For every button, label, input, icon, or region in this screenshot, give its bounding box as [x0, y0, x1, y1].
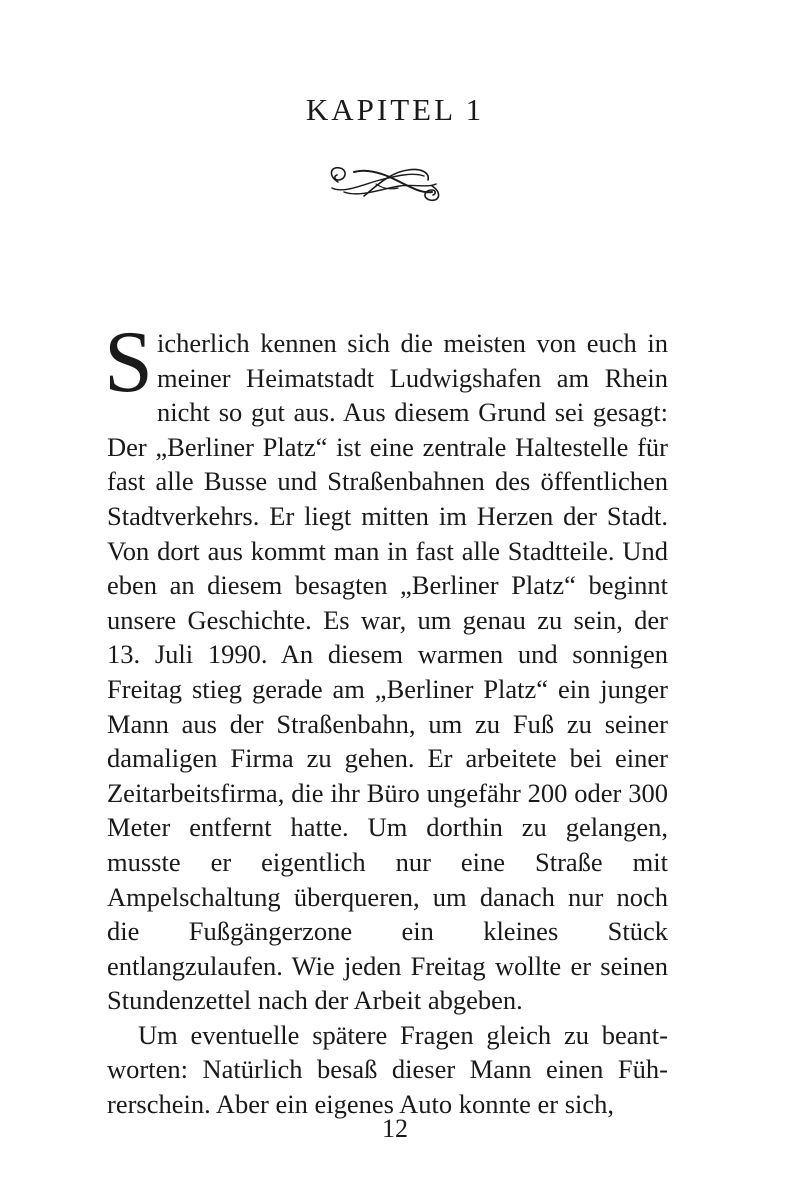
drop-cap: S — [104, 314, 153, 411]
paragraph: Um eventuelle spätere Fragen gleich zu beantworten: Natürlich besaß dieser Mann einen Führerschein. Aber ein eigenes Auto konnte er sich, — [107, 1019, 668, 1120]
paragraph-text: icherlich kennen sich die meisten von euch in meiner Heimatstadt Ludwigshafen am Rhein nicht so gut aus. Aus diesem Grund sei gesagt: Der „Berliner Platz“ ist eine zentrale Haltestelle für fast alle Busse und Straßenbahnen des öffentlichen Stadtverkehrs. Er liegt mitten im Herzen der Stadt. Von dort aus kommt man in fast alle Stadtteile. Und eben an diesem besagten „Berliner Platz“ beginnt unsere Geschichte. Es war, um genau zu sein, der 13. Juli 1990. An diesem warmen und sonnigen Freitag stieg gerade am „Berliner Platz“ ein junger Mann aus der Straßenbahn, um zu Fuß zu seiner damaligen Firma zu gehen. Er arbeitete bei einer Zeitarbeitsfirma, die ihr Büro ungefähr 200 oder 300 Meter entfernt hatte. Um dorthin zu gelangen, musste er eigentlich nur eine Straße mit Ampelschaltung überqueren, um danach nur noch die Fußgängerzone ein kleines Stück entlangzulaufen. Wie jeden Freitag wollte er seinen Stundenzettel nach der Arbeit abgeben. — [107, 328, 668, 1016]
chapter-body-text — [104, 314, 668, 1122]
page-number: 12 — [382, 1114, 408, 1143]
flourish-ornament-icon — [324, 158, 446, 210]
paragraph — [104, 314, 668, 1018]
chapter-title: KAPITEL 1 — [305, 92, 485, 127]
